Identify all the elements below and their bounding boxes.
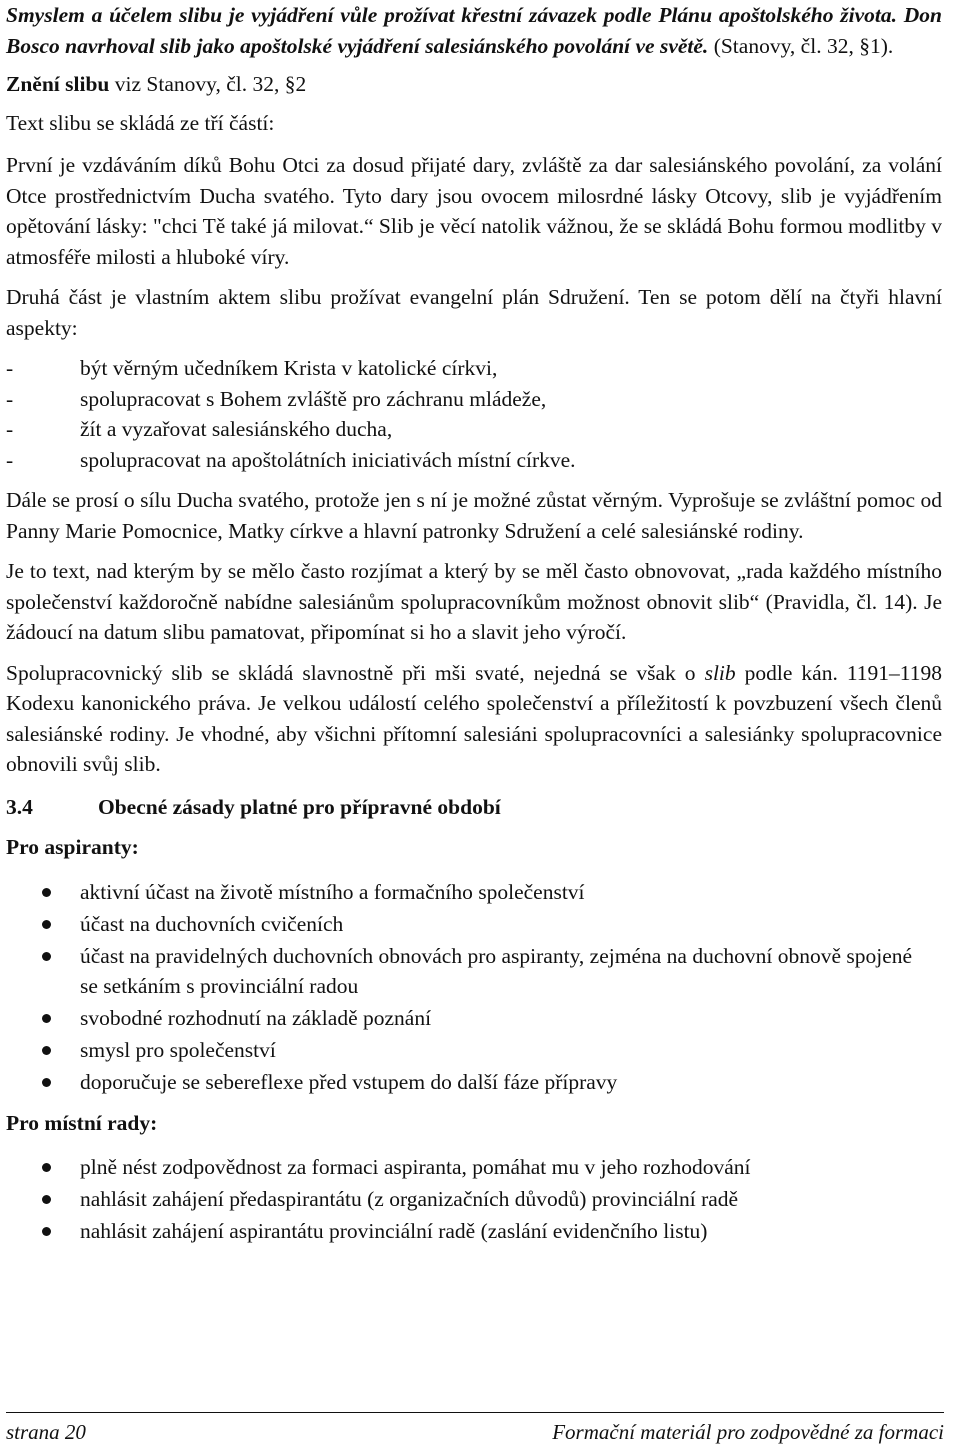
list-item-text: plně nést zodpovědnost za formaci aspiranta, pomáhat mu v jeho rozhodování: [80, 1155, 751, 1179]
aspect-text: žít a vyzařovat salesiánského ducha,: [80, 417, 393, 441]
dash-marker: -: [6, 447, 14, 472]
bullet-icon: [42, 920, 51, 929]
councils-heading: Pro místní rady:: [6, 1110, 158, 1135]
intro-reference: (Stanovy, čl. 32, §1).: [708, 33, 894, 58]
bullet-icon: [42, 888, 51, 897]
section-number: 3.4: [6, 794, 33, 819]
aspect-text: spolupracovat s Bohem zvláště pro záchranu mládeže,: [80, 386, 547, 411]
list-item-text: aktivní účast na životě místního a formačního společenství: [80, 879, 585, 904]
dash-marker: -: [6, 356, 14, 380]
list-item: [6, 445, 942, 476]
aspect-text: spolupracovat na apoštolátních iniciativách místní církve.: [80, 447, 576, 472]
list-item-text: nahlásit zahájení aspirantátu provinciální radě (zaslání evidenčního listu): [80, 1219, 708, 1243]
ceremony-paragraph: [6, 658, 942, 780]
page-number: strana 20: [6, 1420, 86, 1444]
list-item: [6, 353, 942, 384]
list-item: [6, 1184, 942, 1215]
bullet-icon: [42, 952, 51, 961]
intro-emphasis: Smyslem a účelem slibu je vyjádření vůle prožívat křestní závazek podle Plánu apoštolského života. Don Bosco navrhoval slib jako apoštolské vyjádření salesiánského povolání ve světě.: [6, 3, 942, 58]
bullet-icon: [42, 1046, 51, 1055]
holy-spirit-paragraph: Dále se prosí o sílu Ducha svatého, protože jen s ní je možné zůstat věrným. Vyprošuje se zvláštní pomoc od Panny Marie Pomocnice, Matky církve a hlavní patronky Sdružení a celé salesiánské rodiny.: [6, 488, 942, 543]
list-item-text: účast na pravidelných duchovních obnovách pro aspiranty, zejména na duchovní obnově spojené se setkáním s provinciální radou: [80, 943, 913, 998]
list-item: [6, 1067, 942, 1098]
bullet-icon: [42, 1014, 51, 1023]
aspirants-list: [6, 877, 942, 1098]
dash-marker: -: [6, 417, 14, 441]
dash-marker: -: [6, 386, 14, 411]
list-item: [6, 1003, 942, 1034]
list-item: [6, 877, 942, 908]
list-item-text: smysl pro společenství: [80, 1038, 276, 1062]
list-item: [6, 941, 942, 1002]
renewal-paragraph: Je to text, nad kterým by se mělo často rozjímat a který by se měl často obnovovat, „rada každého místního společenství každoročně nabídne salesiánům spolupracovníkům možnost obnovit slib“ (Pravidla, čl. 14). Je žádoucí na datum slibu pamatovat, připomínat si ho a slavit jeho výročí.: [6, 559, 942, 644]
list-item: [6, 1216, 942, 1247]
list-item-text: doporučuje se sebereflexe před vstupem do další fáze přípravy: [80, 1070, 618, 1094]
list-item: [6, 909, 942, 940]
first-part-paragraph: První je vzdáváním díků Bohu Otci za dosud přijaté dary, zvláště za dar salesiánského povolání, za volání Otce prostřednictvím Ducha svatého. Tyto dary jsou ovocem milosrdné lásky Otcovy, slib je vyjádřením opětování lásky: "chci Tě také já milovat.“ Slib je věcí natolik vážnou, že se skládá Bohu formou modlitby v atmosféře milosti a hluboké víry.: [6, 153, 942, 269]
list-item: [6, 1035, 942, 1066]
ceremony-text-start: Spolupracovnický slib se skládá slavnostně při mši svaté, nejedná se však o: [6, 660, 705, 685]
list-item-text: svobodné rozhodnutí na základě poznání: [80, 1006, 432, 1030]
bullet-icon: [42, 1195, 51, 1204]
section-title: Obecné zásady platné pro přípravné období: [98, 794, 501, 819]
vow-text-label: Znění slibu: [6, 72, 110, 96]
ceremony-text-end: podle kán. 1191–1198 Kodexu kanonického práva. Je velkou událostí celého společenství a příležitostí k povzbuzení všech členů salesiánské rodiny. Je vhodné, aby všichni přítomní salesiáni spolupracovníci a salesiánky spolupracovnice obnovili svůj slib.: [6, 660, 943, 776]
list-item: [6, 384, 942, 415]
aspect-text: být věrným učedníkem Krista v katolické církvi,: [80, 356, 498, 380]
intro-paragraph: [6, 0, 942, 61]
vow-text-ref: viz Stanovy, čl. 32, §2: [109, 72, 307, 96]
list-item-text: účast na duchovních cvičeních: [80, 911, 344, 936]
vow-parts-intro: Text slibu se skládá ze tří částí:: [6, 110, 275, 135]
councils-list: [6, 1152, 942, 1247]
bullet-icon: [42, 1227, 51, 1236]
second-part-paragraph: Druhá část je vlastním aktem slibu prožívat evangelní plán Sdružení. Ten se potom dělí na čtyři hlavní aspekty:: [6, 285, 942, 340]
aspects-list: [6, 353, 942, 475]
vow-text-reference: [6, 69, 942, 100]
bullet-icon: [42, 1078, 51, 1087]
document-title: Formační materiál pro zodpovědné za formaci: [552, 1420, 944, 1444]
document-page: [6, 0, 942, 1248]
ceremony-italic-word: slib: [704, 660, 736, 685]
list-item: [6, 1152, 942, 1183]
list-item-text: nahlásit zahájení předaspirantátu (z organizačních důvodů) provinciální radě: [80, 1187, 739, 1211]
aspirants-heading: Pro aspiranty:: [6, 835, 139, 859]
section-heading: [6, 792, 942, 823]
bullet-icon: [42, 1163, 51, 1172]
page-footer: [6, 1412, 944, 1446]
list-item: [6, 414, 942, 445]
